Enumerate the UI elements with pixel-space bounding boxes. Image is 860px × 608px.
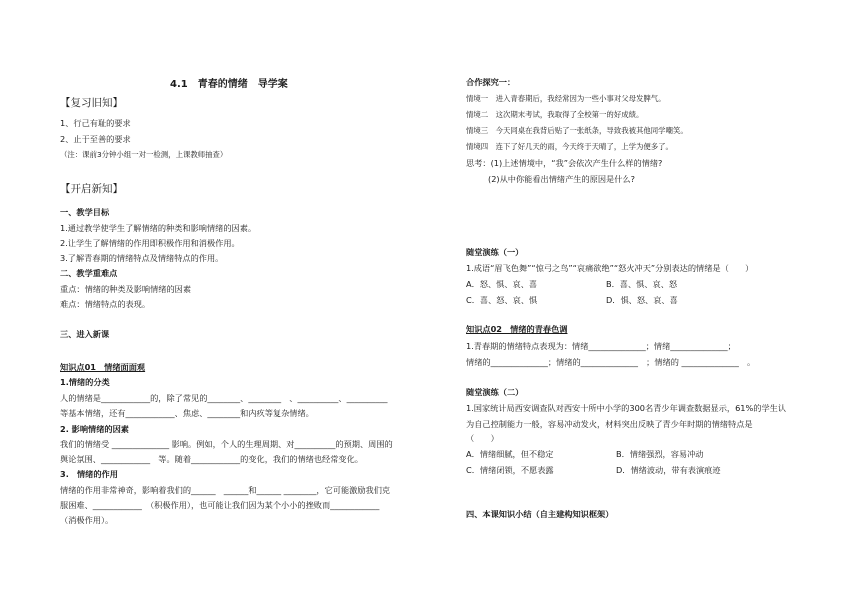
answer-option: D．惧、怒、哀、喜 (606, 295, 678, 305)
key-points-heading: 二、教学重难点 (60, 268, 118, 278)
goal-item: 1.通过教学使学生了解情绪的种类和影响情绪的因素。 (60, 223, 257, 233)
drill-2-heading: 随堂演练（二） (466, 387, 524, 397)
drill-question: 为自己控制能力一般，容易冲动发火，材料突出反映了青少年时期的情绪特点是 (466, 419, 753, 429)
answer-option: D．情绪波动，带有表演痕迹 (616, 465, 721, 475)
answer-option: C．情绪闭锁，不愿表露 (466, 465, 554, 475)
fill-blank-line: 舆论氛围、____________ 等。随着____________的变化，我们的情绪也经常变化。 (60, 454, 363, 464)
goal-item: 3.了解青春期的情绪特点及情绪特点的作用。 (60, 253, 224, 263)
drill-question: 1.国家统计局西安调查队对西安十所中小学的300名青少年调查数据显示，61%的学生认 (466, 403, 787, 413)
scenario-item: 情境一 进入青春期后，我经常因为一些小事对父母发脾气。 (466, 94, 666, 103)
page-title: 4.1 青春的情绪 导学案 (170, 79, 288, 90)
answer-option: A．怒、惧、哀、喜 (466, 279, 538, 289)
scenario-item: 情境四 连下了好几天的雨，今天终于天晴了，上学为便多了。 (466, 142, 673, 151)
enter-lesson-heading: 三、进入新课 (60, 329, 110, 339)
answer-option: A．情绪细腻，但不稳定 (466, 449, 554, 459)
goals-heading: 一、教学目标 (60, 207, 110, 217)
fill-blank-line: （消极作用）。 (60, 515, 114, 525)
subheading-emotion-types: 1.情绪的分类 (60, 377, 110, 387)
new-knowledge-heading: 【开启新知】 (60, 183, 123, 195)
goal-item: 2.让学生了解情绪的作用即积极作用和消极作用。 (60, 238, 240, 248)
difficult-point: 难点：情绪特点的表现。 (60, 299, 151, 309)
cooperative-inquiry-heading: 合作探究一： (466, 77, 516, 87)
fill-blank-line: 等基本情绪，还有____________、焦虑、________和内疚等复杂情绪。 (60, 408, 314, 418)
knowledge-point-1-title: 知识点01 情绪面面观 (60, 362, 146, 372)
subheading-emotion-factors: 2. 影响情绪的因素 (60, 424, 129, 434)
drill-question: 1.成语“眉飞色舞”“惊弓之鸟”“哀痛欲绝”“怒火冲天”分别表达的情绪是（ ） (466, 263, 754, 273)
scenario-item: 情境二 这次期末考试，我取得了全校第一的好成绩。 (466, 110, 644, 119)
review-heading: 【复习旧知】 (60, 97, 123, 109)
fill-blank-line: 服困难、____________ （积极作用），也可能让我们因为某个小小的挫败而____________ (60, 500, 380, 510)
review-note: （注：课前3分钟小组一对一检测，上课教师抽查） (60, 150, 228, 159)
key-point: 重点：情绪的种类及影响情绪的因素 (60, 284, 192, 294)
answer-option: B．情绪强烈，容易冲动 (616, 449, 704, 459)
fill-blank-line: 我们的情绪受 ______________ 影响。例如，个人的生理周期、对__________的预期、周围的 (60, 439, 393, 449)
knowledge-point-2-title: 知识点02 情绪的青春色调 (466, 324, 568, 334)
fill-blank-line: 情绪的作用非常神奇，影响着我们的______ ______和______ ________，它可能激励我们克 (60, 485, 391, 495)
answer-option: B．喜、惧、哀、怒 (606, 279, 678, 289)
subheading-emotion-effects: 3. 情绪的作用 (60, 469, 118, 479)
fill-blank-line: 1.青春期的情绪特点表现为：情绪______________；情绪______________； (466, 341, 736, 351)
answer-option: C．喜、怒、哀、惧 (466, 295, 538, 305)
think-question: (2)从中你能看出情绪产生的原因是什么? (488, 174, 635, 184)
fill-blank-line: 人的情绪是____________的，除了常见的________、________ 、__________、__________ (60, 393, 388, 403)
review-item: 1、行己有耻的要求 (60, 118, 131, 128)
answer-bracket: （ ） (466, 433, 499, 443)
summary-heading: 四、本课知识小结（自主建构知识框架） (466, 509, 614, 519)
review-item: 2、止于至善的要求 (60, 134, 131, 144)
scenario-item: 情境三 今天同桌在我背后贴了一张纸条，导致我被其他同学嘲笑。 (466, 126, 688, 135)
fill-blank-line: 情绪的______________；情绪的______________ ；情绪的 ______________ 。 (466, 357, 756, 367)
drill-1-heading: 随堂演练（一） (466, 247, 524, 257)
think-question: 思考：(1)上述情境中，“我”会依次产生什么样的情绪? (466, 158, 663, 168)
